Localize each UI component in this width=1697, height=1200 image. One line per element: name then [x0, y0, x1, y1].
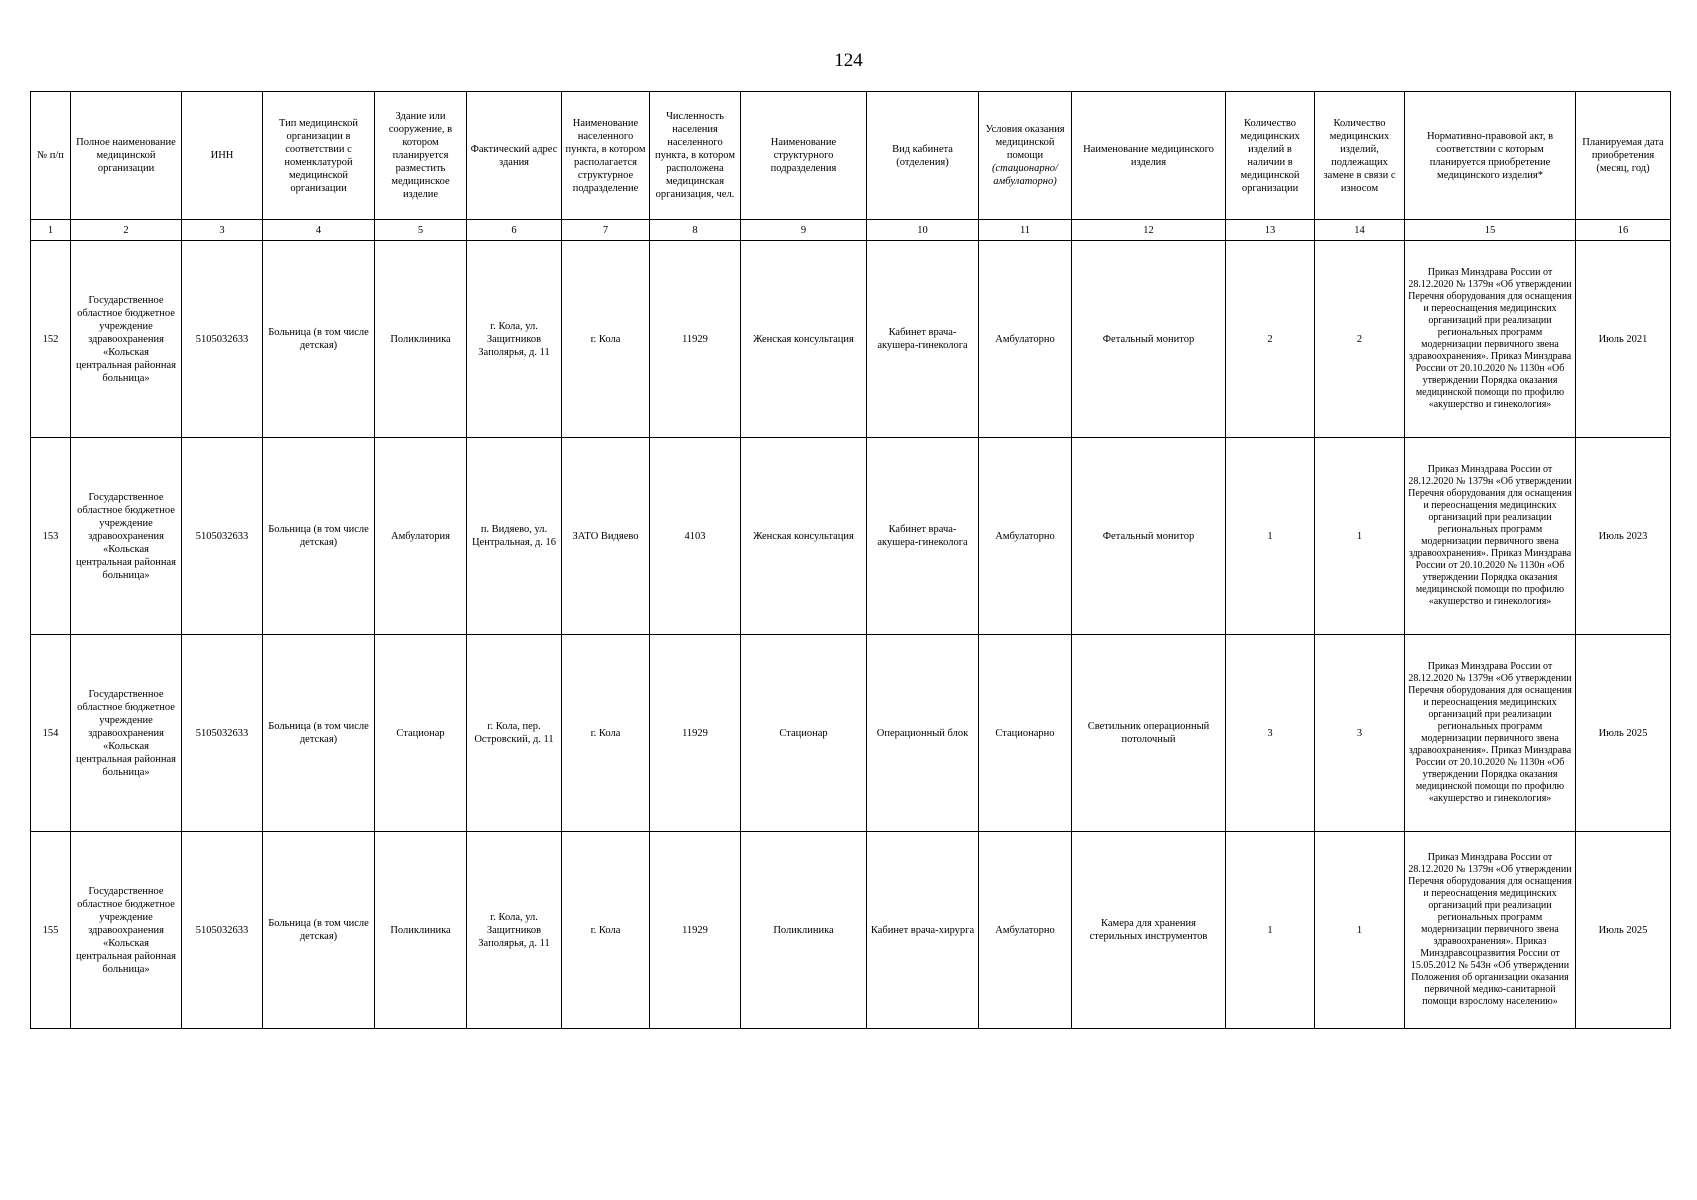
header-cell: Планируемая дата приобретения (месяц, год)	[1576, 92, 1671, 220]
legal-act: Приказ Минздрава России от 28.12.2020 № 1379н «Об утверждении Перечня оборудования для оснащения и переоснащения медицинских организаций при реализации региональных программ модернизации первичного звена здравоохранения». Приказ Минздрава России от 20.10.2020 № 1130н «Об утверждении Порядка оказания медицинской помощи по профилю «акушерство и гинекология»	[1405, 438, 1576, 635]
structural-unit: Стационар	[741, 635, 867, 832]
column-number: 16	[1576, 220, 1671, 241]
purchase-date: Июль 2023	[1576, 438, 1671, 635]
org-type: Больница (в том числе детская)	[263, 241, 375, 438]
org-type: Больница (в том числе детская)	[263, 832, 375, 1029]
cabinet-type: Кабинет врача-хирурга	[867, 832, 979, 1029]
header-cell-italic: (стационарно/ амбулаторно)	[992, 163, 1058, 187]
qty-available: 1	[1226, 438, 1315, 635]
inn: 5105032633	[182, 635, 263, 832]
structural-unit: Женская консультация	[741, 241, 867, 438]
qty-replace: 2	[1315, 241, 1405, 438]
device-name: Фетальный монитор	[1072, 438, 1226, 635]
header-cell: Количество медицинских изделий, подлежащих замене в связи с износом	[1315, 92, 1405, 220]
header-cell: № п/п	[31, 92, 71, 220]
care-conditions: Амбулаторно	[979, 438, 1072, 635]
qty-available: 2	[1226, 241, 1315, 438]
address: г. Кола, ул. Защитников Заполярья, д. 11	[467, 241, 562, 438]
column-number: 14	[1315, 220, 1405, 241]
org-type: Больница (в том числе детская)	[263, 438, 375, 635]
column-number: 9	[741, 220, 867, 241]
population: 11929	[650, 635, 741, 832]
org-type: Больница (в том числе детская)	[263, 635, 375, 832]
header-cell: Вид кабинета (отделения)	[867, 92, 979, 220]
header-cell: ИНН	[182, 92, 263, 220]
inn: 5105032633	[182, 832, 263, 1029]
legal-act: Приказ Минздрава России от 28.12.2020 № 1379н «Об утверждении Перечня оборудования для оснащения и переоснащения медицинских организаций при реализации региональных программ модернизации первичного звена здравоохранения». Приказ Минздрава России от 20.10.2020 № 1130н «Об утверждении Порядка оказания медицинской помощи по профилю «акушерство и гинекология»	[1405, 241, 1576, 438]
care-conditions: Амбулаторно	[979, 241, 1072, 438]
org-name: Государственное областное бюджетное учреждение здравоохранения «Кольская центральная районная больница»	[71, 241, 182, 438]
cabinet-type: Кабинет врача-акушера-гинеколога	[867, 241, 979, 438]
legal-act: Приказ Минздрава России от 28.12.2020 № 1379н «Об утверждении Перечня оборудования для оснащения и переоснащения медицинских организаций при реализации региональных программ модернизации первичного звена здравоохранения». Приказ Минздрава России от 20.10.2020 № 1130н «Об утверждении Порядка оказания медицинской помощи по профилю «акушерство и гинекология»	[1405, 635, 1576, 832]
address: г. Кола, ул. Защитников Заполярья, д. 11	[467, 832, 562, 1029]
inn: 5105032633	[182, 241, 263, 438]
org-name: Государственное областное бюджетное учреждение здравоохранения «Кольская центральная районная больница»	[71, 438, 182, 635]
header-cell	[979, 92, 1072, 220]
column-number: 13	[1226, 220, 1315, 241]
header-cell: Наименование медицинского изделия	[1072, 92, 1226, 220]
column-number: 10	[867, 220, 979, 241]
column-number: 4	[263, 220, 375, 241]
header-cell: Количество медицинских изделий в наличии в медицинской организации	[1226, 92, 1315, 220]
inn: 5105032633	[182, 438, 263, 635]
care-conditions: Стационарно	[979, 635, 1072, 832]
settlement: ЗАТО Видяево	[562, 438, 650, 635]
population: 11929	[650, 832, 741, 1029]
settlement: г. Кола	[562, 635, 650, 832]
settlement: г. Кола	[562, 832, 650, 1029]
building: Стационар	[375, 635, 467, 832]
column-number: 12	[1072, 220, 1226, 241]
column-number: 1	[31, 220, 71, 241]
qty-replace: 1	[1315, 438, 1405, 635]
table-row	[31, 438, 1671, 635]
page-number: 124	[834, 50, 863, 71]
table-row	[31, 832, 1671, 1029]
qty-available: 3	[1226, 635, 1315, 832]
table-row	[31, 635, 1671, 832]
org-name: Государственное областное бюджетное учреждение здравоохранения «Кольская центральная районная больница»	[71, 832, 182, 1029]
column-number: 15	[1405, 220, 1576, 241]
header-cell: Нормативно-правовой акт, в соответствии с которым планируется приобретение медицинского изделия*	[1405, 92, 1576, 220]
header-cell: Численность населения населенного пункта, в котором расположена медицинская организация, чел.	[650, 92, 741, 220]
row-number: 155	[31, 832, 71, 1029]
settlement: г. Кола	[562, 241, 650, 438]
building: Поликлиника	[375, 241, 467, 438]
structural-unit: Поликлиника	[741, 832, 867, 1029]
device-name: Камера для хранения стерильных инструментов	[1072, 832, 1226, 1029]
table-header-row	[31, 92, 1671, 220]
column-number: 2	[71, 220, 182, 241]
row-number: 152	[31, 241, 71, 438]
column-number-row	[31, 220, 1671, 241]
population: 11929	[650, 241, 741, 438]
purchase-date: Июль 2025	[1576, 832, 1671, 1029]
row-number: 154	[31, 635, 71, 832]
header-cell: Полное наименование медицинской организации	[71, 92, 182, 220]
legal-act: Приказ Минздрава России от 28.12.2020 № 1379н «Об утверждении Перечня оборудования для оснащения и переоснащения медицинских организаций при реализации региональных программ модернизации первичного звена здравоохранения». Приказ Минздравсоцразвития России от 15.05.2012 № 543н «Об утверждении Положения об организации оказания первичной медико-санитарной помощи взрослому населению»	[1405, 832, 1576, 1029]
column-number: 6	[467, 220, 562, 241]
device-name: Светильник операционный потолочный	[1072, 635, 1226, 832]
column-number: 11	[979, 220, 1072, 241]
column-number: 7	[562, 220, 650, 241]
column-number: 5	[375, 220, 467, 241]
cabinet-type: Кабинет врача-акушера-гинеколога	[867, 438, 979, 635]
header-cell: Тип медицинской организации в соответствии с номенклатурой медицинской организации	[263, 92, 375, 220]
header-cell: Здание или сооружение, в котором планируется разместить медицинское изделие	[375, 92, 467, 220]
org-name: Государственное областное бюджетное учреждение здравоохранения «Кольская центральная районная больница»	[71, 635, 182, 832]
table-row	[31, 241, 1671, 438]
building: Поликлиника	[375, 832, 467, 1029]
header-cell: Наименование структурного подразделения	[741, 92, 867, 220]
structural-unit: Женская консультация	[741, 438, 867, 635]
header-cell: Наименование населенного пункта, в котором располагается структурное подразделение	[562, 92, 650, 220]
cabinet-type: Операционный блок	[867, 635, 979, 832]
address: г. Кола, пер. Островский, д. 11	[467, 635, 562, 832]
column-number: 3	[182, 220, 263, 241]
qty-replace: 1	[1315, 832, 1405, 1029]
row-number: 153	[31, 438, 71, 635]
equipment-table	[30, 91, 1671, 1029]
header-cell: Фактический адрес здания	[467, 92, 562, 220]
building: Амбулатория	[375, 438, 467, 635]
purchase-date: Июль 2021	[1576, 241, 1671, 438]
population: 4103	[650, 438, 741, 635]
device-name: Фетальный монитор	[1072, 241, 1226, 438]
purchase-date: Июль 2025	[1576, 635, 1671, 832]
qty-replace: 3	[1315, 635, 1405, 832]
qty-available: 1	[1226, 832, 1315, 1029]
column-number: 8	[650, 220, 741, 241]
care-conditions: Амбулаторно	[979, 832, 1072, 1029]
address: п. Видяево, ул. Центральная, д. 16	[467, 438, 562, 635]
header-cell-text: Условия оказания медицинской помощи	[985, 124, 1065, 161]
